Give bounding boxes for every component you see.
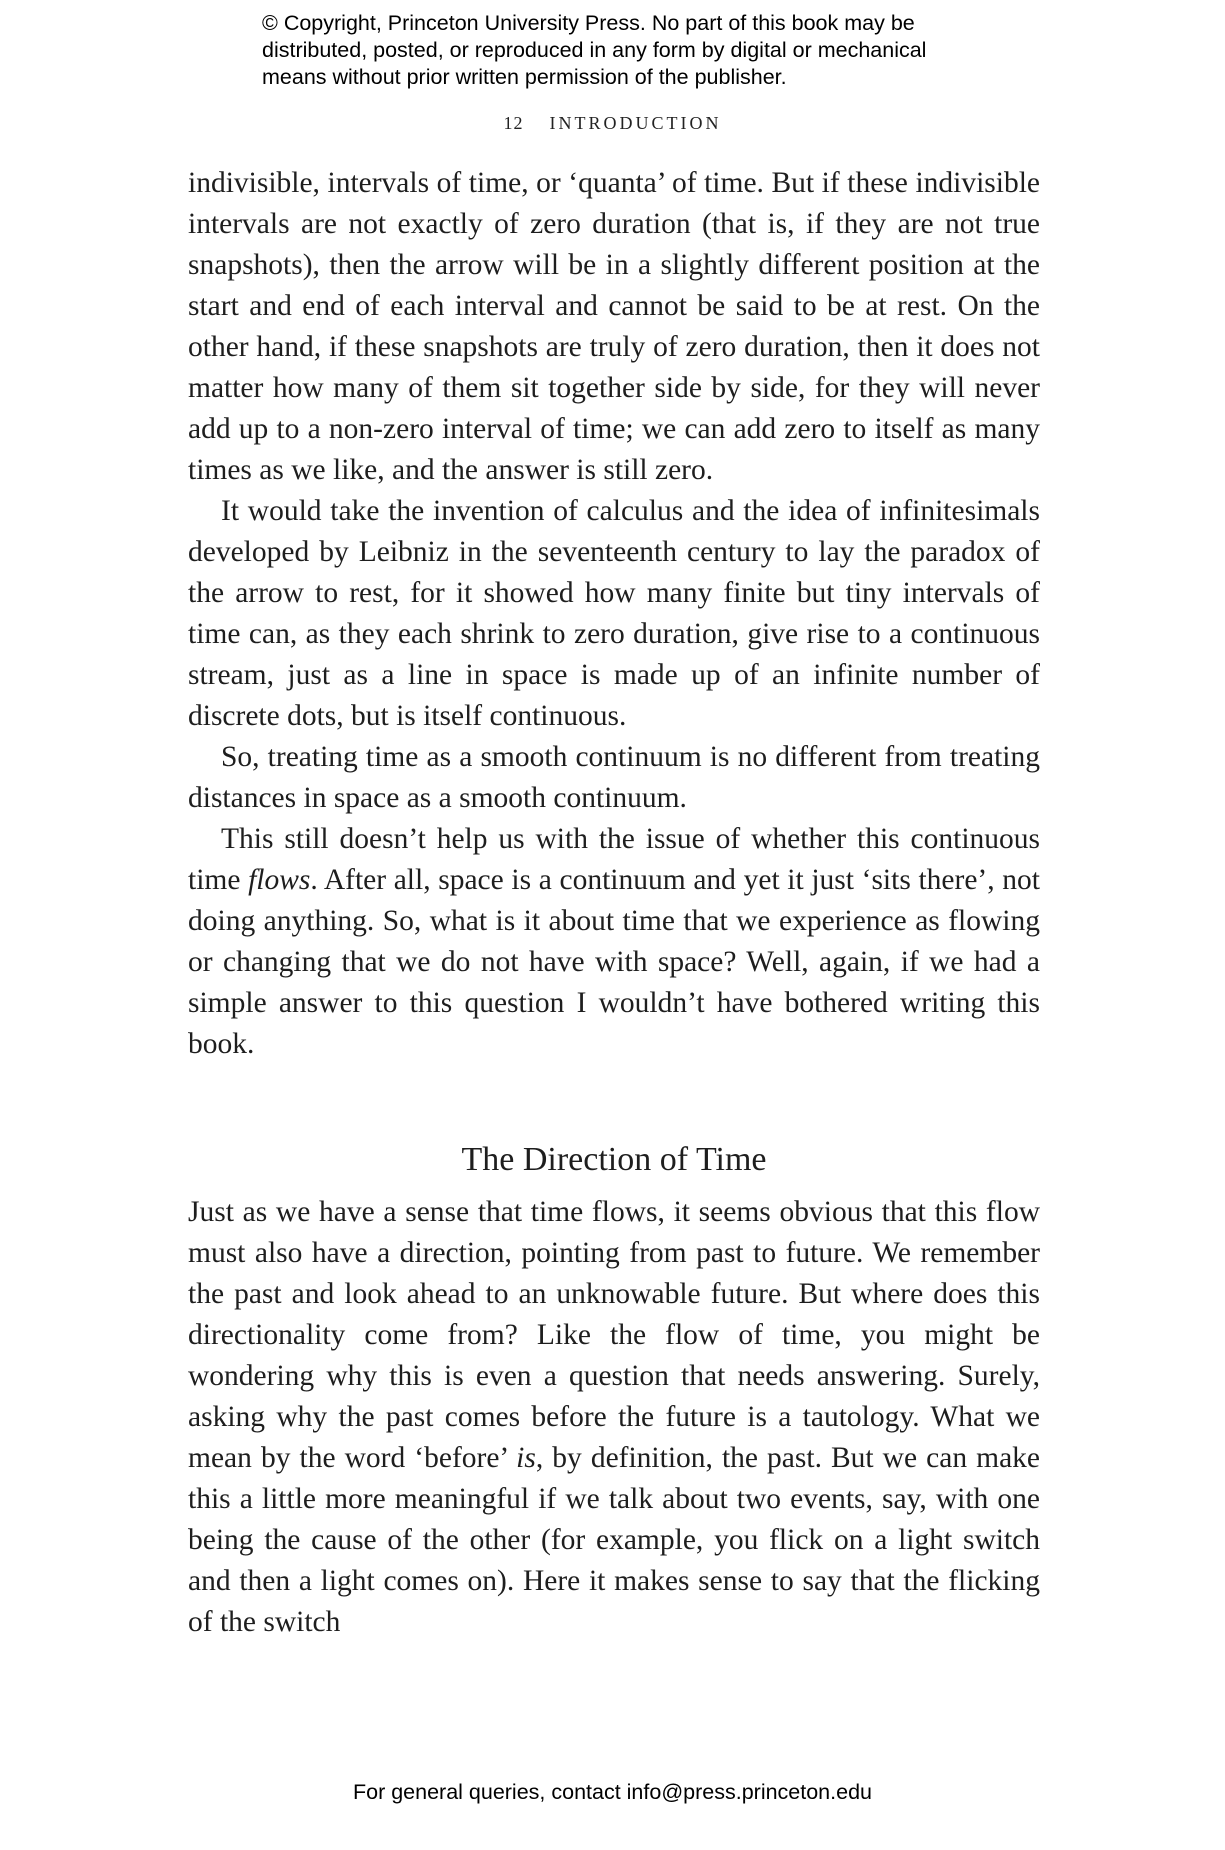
paragraph-5: [188, 1192, 1040, 1643]
page-number: 12: [503, 113, 524, 133]
paragraph-4-end: . After all, space is a continuum and yet it just ‘sits there’, not doing anything. So, what is it about time that we experience as flowing or changing that we do not have with space? Well, again, if we had a simple answer to this question I wouldn’t have bothered writing this book.: [188, 864, 1040, 1060]
paragraph-5-emphasis: is: [516, 1442, 536, 1474]
paragraph-5-start: Just as we have a sense that time flows, it seems obvious that this flow must also have a direction, pointing from past to future. We remember the past and look ahead to an unknowable future. But where does this directionality come from? Like the flow of time, you might be wondering why this is even a question that needs answering. Surely, asking why the past comes before the future is a tautology. What we mean by the word ‘before’: [188, 1196, 1040, 1474]
contact-footer: For general queries, contact info@press.princeton.edu: [352, 1780, 872, 1804]
copyright-line-3: means without prior written permission of the publisher.: [262, 65, 787, 89]
copyright-line-1: © Copyright, Princeton University Press. No part of this book may be: [262, 11, 915, 35]
copyright-notice: [262, 10, 982, 91]
paragraph-4-emphasis: flows: [248, 864, 311, 896]
paragraph-4: [188, 819, 1040, 1065]
page-body: [188, 163, 1040, 1643]
paragraph-4-start: This still doesn’t help us with the issue of whether this continuous time: [188, 823, 1040, 896]
section-heading: The Direction of Time: [461, 1141, 767, 1178]
chapter-title: INTRODUCTION: [549, 113, 722, 133]
paragraph-5-end: , by definition, the past. But we can make this a little more meaningful if we talk about two events, say, with one being the cause of the other (for example, you flick on a light switch and then a light comes on). Here it makes sense to say that the flicking of the switch: [188, 1442, 1041, 1638]
paragraph-3: So, treating time as a smooth continuum is no different from treating distances in space as a smooth continuum.: [188, 741, 1040, 814]
paragraph-2: It would take the invention of calculus and the idea of infinitesimals developed by Leibniz in the seventeenth century to lay the paradox of the arrow to rest, for it showed how many finite but tiny intervals of time can, as they each shrink to zero duration, give rise to a continuous stream, just as a line in space is made up of an infinite number of discrete dots, but is itself continuous.: [188, 495, 1040, 732]
copyright-line-2: distributed, posted, or reproduced in any form by digital or mechanical: [262, 38, 927, 62]
paragraph-1: indivisible, intervals of time, or ‘quanta’ of time. But if these indivisible intervals are not exactly of zero duration (that is, if they are not true snapshots), then the arrow will be in a slightly different position at the start and end of each interval and cannot be said to be at rest. On the other hand, if these snapshots are truly of zero duration, then it does not matter how many of them sit together side by side, for they will never add up to a non-zero interval of time; we can add zero to itself as many times as we like, and the answer is still zero.: [188, 167, 1040, 486]
running-head: [0, 113, 1225, 134]
